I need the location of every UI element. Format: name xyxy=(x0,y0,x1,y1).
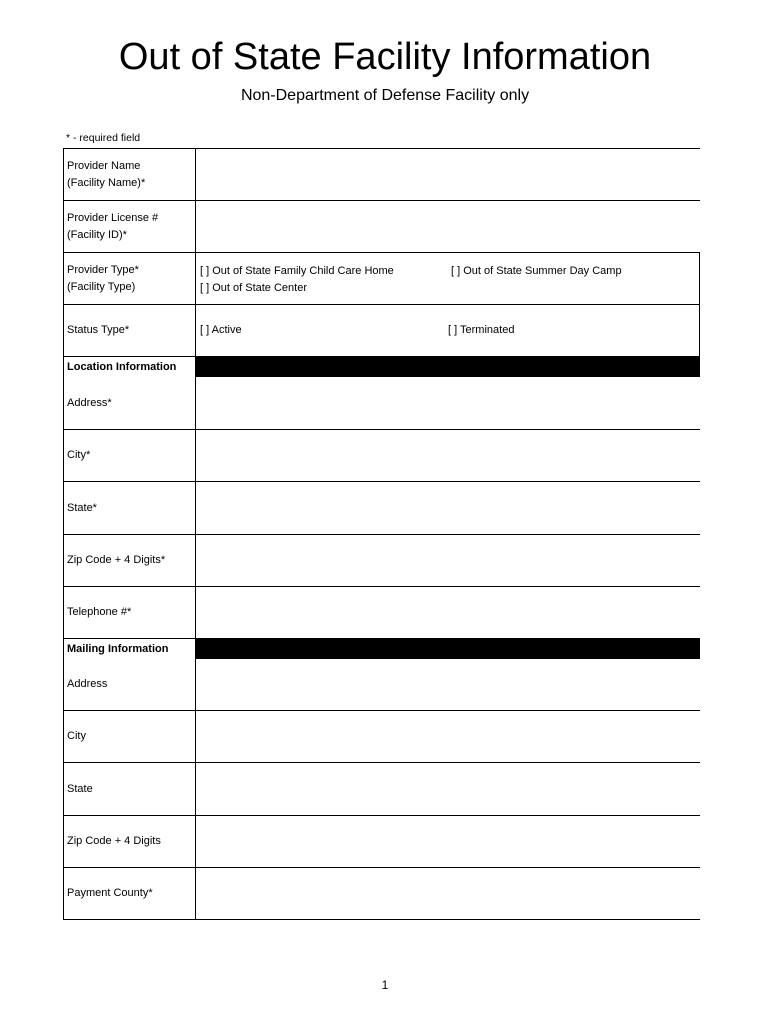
payment-county-label: Payment County* xyxy=(63,868,196,919)
row-provider-name xyxy=(63,148,700,201)
row-location-city xyxy=(63,430,700,482)
location-address-label: Address* xyxy=(63,377,196,429)
location-section-bar xyxy=(196,357,700,377)
location-address-field[interactable] xyxy=(196,377,700,429)
location-city-field[interactable] xyxy=(196,430,700,481)
row-location-address xyxy=(63,377,700,430)
location-zip-field[interactable] xyxy=(196,535,700,586)
row-location-zip xyxy=(63,535,700,587)
location-city-label: City* xyxy=(63,430,196,481)
location-telephone-label: Telephone #* xyxy=(63,587,196,638)
option-summer-day-camp[interactable]: [ ] Out of State Summer Day Camp xyxy=(451,265,622,277)
page-subtitle: Non-Department of Defense Facility only xyxy=(240,87,530,104)
mailing-section-bar xyxy=(196,639,700,659)
mailing-zip-field[interactable] xyxy=(196,816,700,867)
location-section-header xyxy=(63,357,700,377)
row-mailing-address xyxy=(63,659,700,711)
mailing-address-field[interactable] xyxy=(196,659,700,710)
row-provider-type xyxy=(63,253,700,305)
option-family-child-care-home[interactable]: [ ] Out of State Family Child Care Home xyxy=(200,265,394,277)
location-telephone-field[interactable] xyxy=(196,587,700,638)
mailing-section-label: Mailing Information xyxy=(63,639,196,659)
page-number: 1 xyxy=(381,978,389,992)
mailing-address-label: Address xyxy=(63,659,196,710)
row-location-telephone xyxy=(63,587,700,639)
page-title: Out of State Facility Information xyxy=(118,36,652,78)
provider-type-label: Provider Type* (Facility Type) xyxy=(63,253,196,304)
row-mailing-state xyxy=(63,763,700,816)
row-mailing-zip xyxy=(63,816,700,868)
mailing-state-label: State xyxy=(63,763,196,815)
provider-license-label: Provider License # (Facility ID)* xyxy=(63,201,196,252)
option-terminated[interactable]: [ ] Terminated xyxy=(448,324,515,336)
option-center[interactable]: [ ] Out of State Center xyxy=(200,282,307,294)
mailing-city-field[interactable] xyxy=(196,711,700,762)
mailing-city-label: City xyxy=(63,711,196,762)
row-mailing-city xyxy=(63,711,700,763)
row-payment-county xyxy=(63,868,700,920)
status-type-label: Status Type* xyxy=(63,305,196,356)
location-section-label: Location Information xyxy=(63,357,196,377)
status-type-options xyxy=(196,305,700,356)
provider-name-field[interactable] xyxy=(196,149,700,200)
required-field-note: * - required field xyxy=(66,132,141,144)
mailing-section-header xyxy=(63,639,700,659)
location-state-field[interactable] xyxy=(196,482,700,534)
payment-county-field[interactable] xyxy=(196,868,700,919)
mailing-state-field[interactable] xyxy=(196,763,700,815)
provider-name-label: Provider Name (Facility Name)* xyxy=(63,149,196,200)
row-location-state xyxy=(63,482,700,535)
location-zip-label: Zip Code + 4 Digits* xyxy=(63,535,196,586)
provider-type-options xyxy=(196,253,700,304)
provider-license-field[interactable] xyxy=(196,201,700,252)
option-active[interactable]: [ ] Active xyxy=(200,324,242,336)
row-provider-license xyxy=(63,201,700,253)
location-state-label: State* xyxy=(63,482,196,534)
mailing-zip-label: Zip Code + 4 Digits xyxy=(63,816,196,867)
row-status-type xyxy=(63,305,700,357)
facility-form xyxy=(63,148,700,920)
